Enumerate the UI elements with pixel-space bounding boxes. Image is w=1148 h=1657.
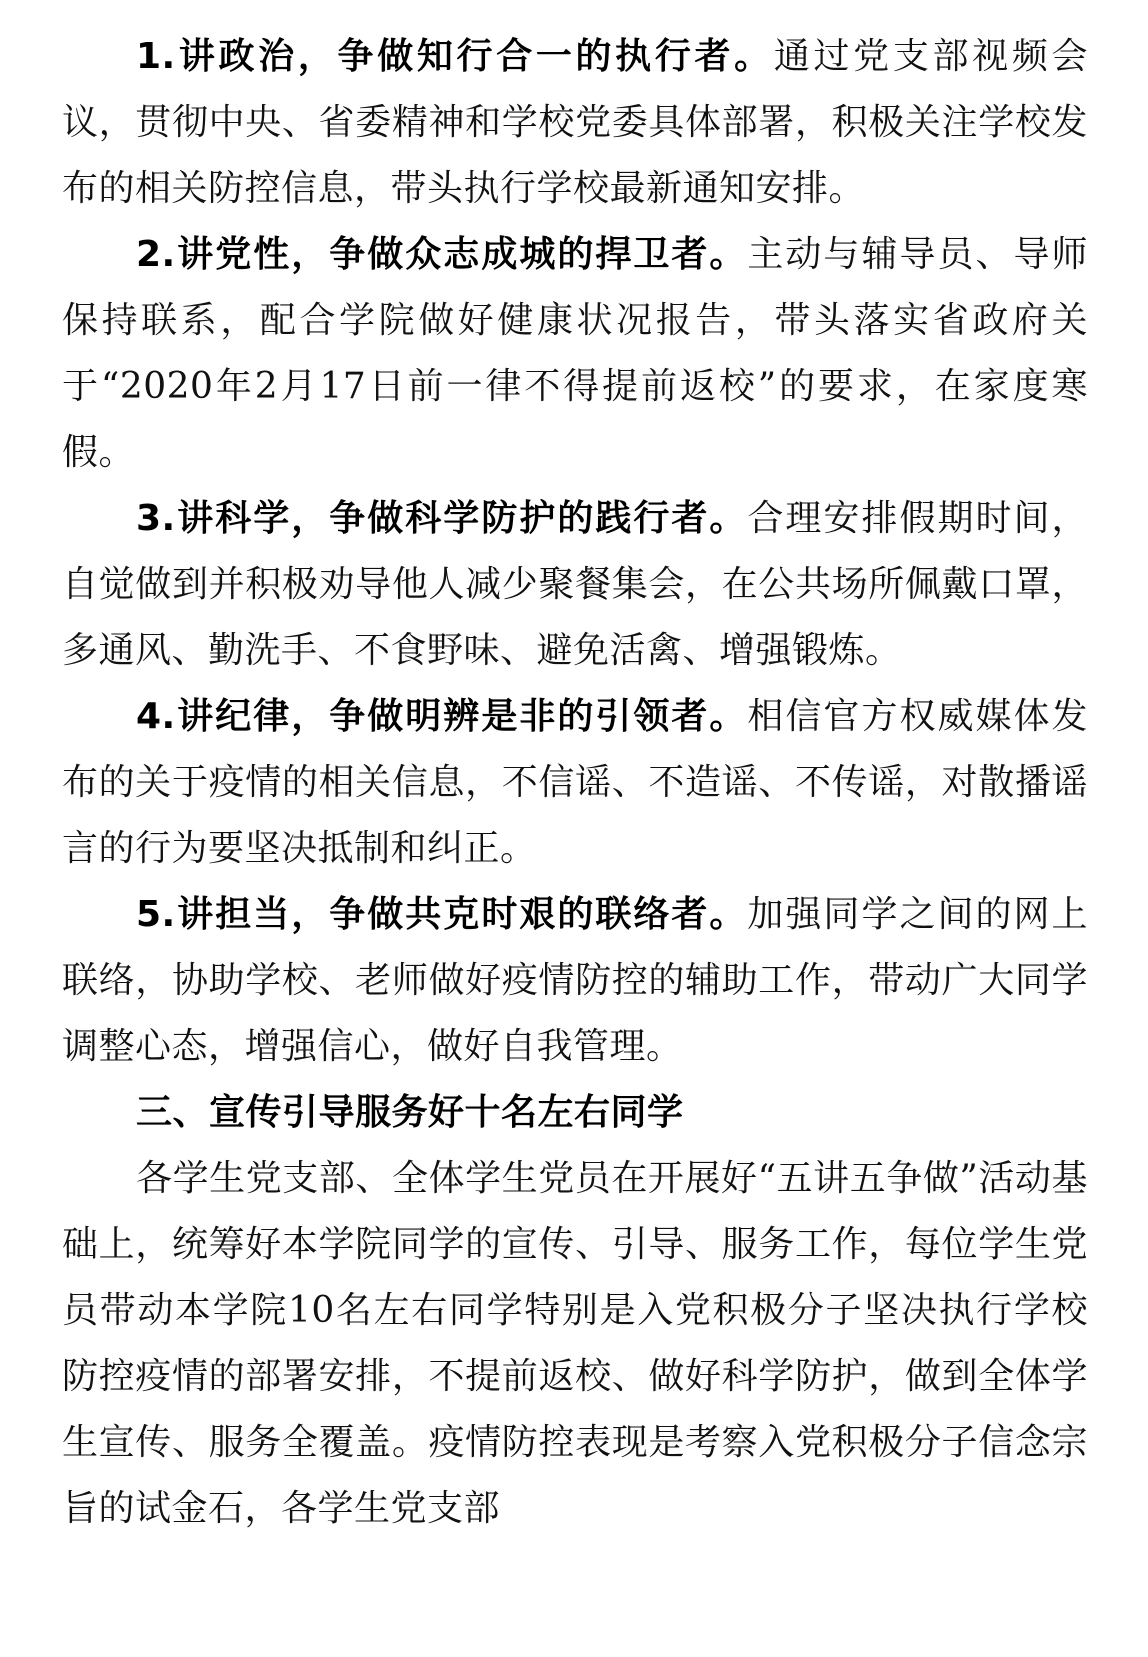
item-lead-3: 3.讲科学，争做科学防护的践行者。 — [136, 498, 748, 539]
item-lead-5: 5.讲担当，争做共克时艰的联络者。 — [136, 894, 748, 935]
item-paragraph-4 — [62, 684, 1088, 882]
item-paragraph-3 — [62, 486, 1088, 684]
item-body-5: 加强同学之间的网上联络，协助学校、老师做好疫情防控的辅助工作，带动广大同学调整心态，增强信心，做好自我管理。 — [62, 894, 1088, 1067]
item-body-2: 主动与辅导员、导师保持联系，配合学院做好健康状况报告，带头落实省政府关于“2020年2月17日前一律不得提前返校”的要求，在家度寒假。 — [62, 234, 1088, 473]
item-body-3: 合理安排假期时间，自觉做到并积极劝导他人减少聚餐集会，在公共场所佩戴口罩，多通风、勤洗手、不食野味、避免活禽、增强锻炼。 — [62, 498, 1088, 671]
item-paragraph-1 — [62, 24, 1088, 222]
item-lead-2: 2.讲党性，争做众志成城的捍卫者。 — [136, 234, 748, 275]
item-lead-1: 1.讲政治，争做知行合一的执行者。 — [136, 36, 774, 77]
item-body-4: 相信官方权威媒体发布的关于疫情的相关信息，不信谣、不造谣、不传谣，对散播谣言的行为要坚决抵制和纠正。 — [62, 696, 1088, 869]
section-heading: 三、宣传引导服务好十名左右同学 — [136, 1092, 684, 1133]
item-lead-4: 4.讲纪律，争做明辨是非的引领者。 — [136, 696, 748, 737]
item-body-1: 通过党支部视频会议，贯彻中央、省委精神和学校党委具体部署，积极关注学校发布的相关防控信息，带头执行学校最新通知安排。 — [62, 36, 1088, 209]
item-paragraph-5 — [62, 882, 1088, 1080]
item-paragraph-2 — [62, 222, 1088, 486]
section-body: 各学生党支部、全体学生党员在开展好“五讲五争做”活动基础上，统筹好本学院同学的宣传、引导、服务工作，每位学生党员带动本学院10名左右同学特别是入党积极分子坚决执行学校防控疫情的部署安排，不提前返校、做好科学防护，做到全体学生宣传、服务全覆盖。疫情防控表现是考察入党积极分子信念宗旨的试金石，各学生党支部 — [62, 1158, 1088, 1529]
